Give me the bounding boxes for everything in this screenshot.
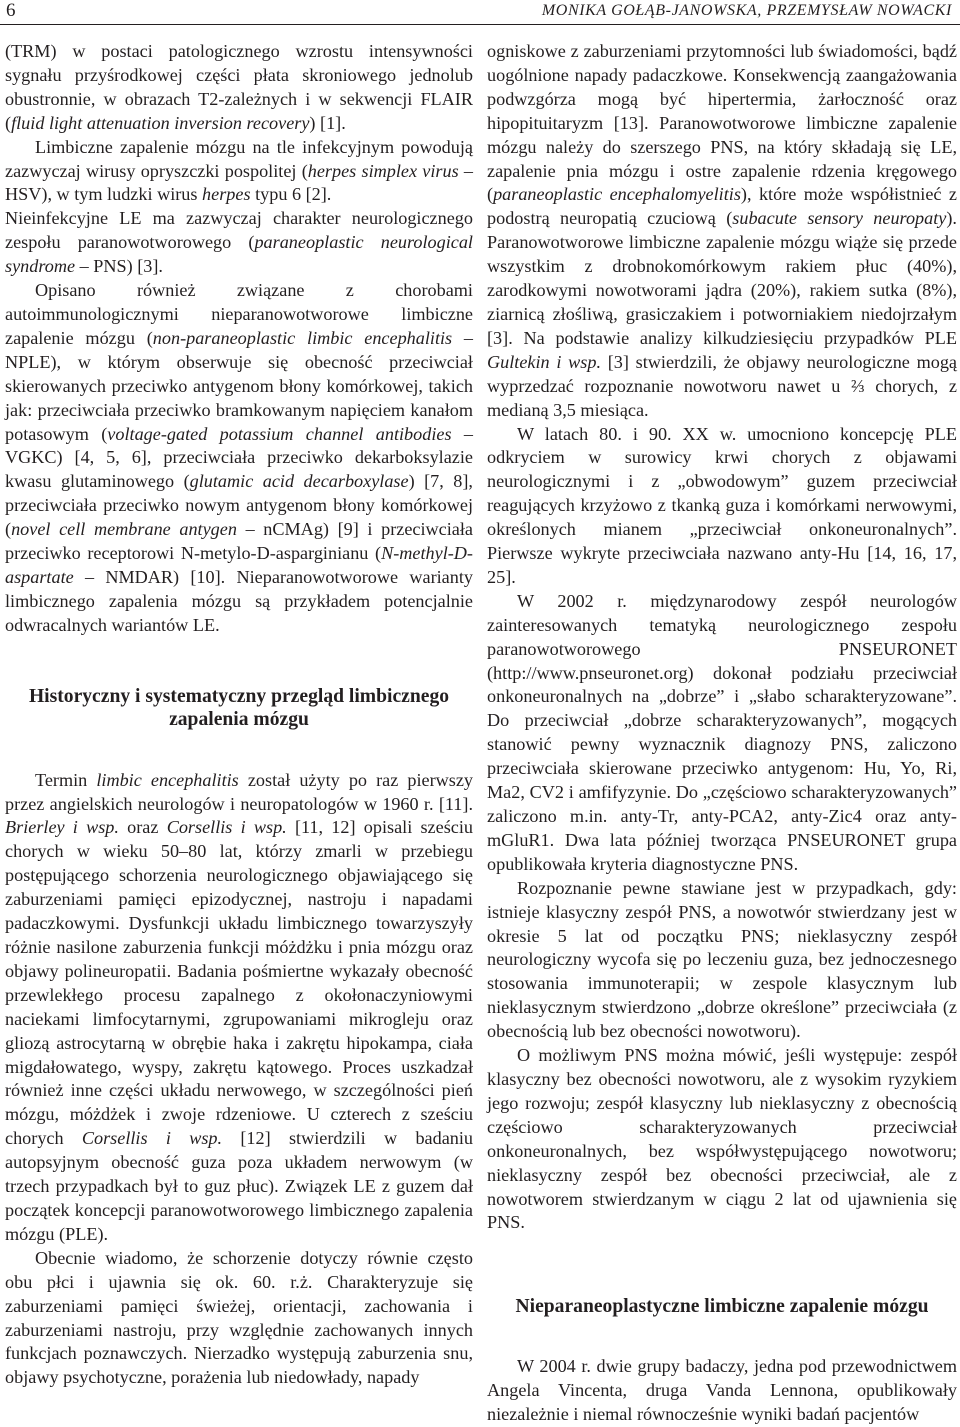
- paragraph: Opisano również związane z chorobami autoimmunologicznymi nieparanowotworowe limbiczne zapalenie mózgu (non-paraneoplastic limbic encephalitis – NPLE), w którym obserwuje się obecność przeciwciał skierowanych przeciwko antygenom błony komórkowej, takich jak: przeciwciała przeciwko bramkowanym napięciem kanałom potasowym (voltage-gated potassium channel antibodies – VGKC) [4, 5, 6], przeciwciała przeciwko dekarboksylazie kwasu glutaminowego (glutamic acid decarboxylase) [7, 8], przeciwciała przeciwko nowym antygenom błony komórkowej (novel cell membrane antygen – nCMAg) [9] i przeciwciała przeciwko receptorowi N-metylo-D-asparginianu (N-methyl-D-aspartate – NMDAR) [10]. Nieparanowotworowe warianty limbicznego zapalenia mózgu są przykładem potencjalnie odwracalnych wariantów LE.: [5, 280, 474, 635]
- paragraph: (TRM) w postaci patologicznego wzrostu intensywności sygnału przyśrodkowej części płata skroniowego jednolub obustronnie, w obrazach T2-zależnych i w sekwencji FLAIR (fluid light attenuation inversion recovery) [1].: [5, 41, 473, 133]
- section-heading: Historyczny i systematyczny przegląd limbicznego zapalenia mózgu: [28, 685, 450, 730]
- italic-term: novel cell membrane antygen: [11, 519, 237, 540]
- paragraph: Rozpoznanie pewne stawiane jest w przypadkach, gdy: istnieje klasyczny zespół PNS, a nowotwór stwierdzany jest w okresie 5 lat od początku PNS; nieklasyczny zespół neurologiczny wycofa się po leczeniu guza, bez jednoczesnego stosowania immunoterapii; w zespole klasycznym lub nieklasycznym stwierdzono „dobrze określone” przeciwciała (z obecnością lub bez obecności nowotworu).: [487, 877, 957, 1042]
- italic-term: herpes: [202, 184, 251, 205]
- paragraph: W latach 80. i 90. XX w. umocniono koncepcję PLE odkryciem w surowicy krwi chorych z objawami neurologicznymi i z „obwodowym” guzem przeciwciał reagujących krzyżowo z tkanką guza i komórkami nerwowymi, określonych mianem „przeciwciał onkoneuronalnych”. Pierwsze wykryte przeciwciała nazwano anty-Hu [14, 16, 17, 25].: [487, 423, 957, 587]
- italic-term: paraneoplastic encephalomyelitis: [493, 184, 741, 205]
- left-column: [5, 40, 473, 1390]
- italic-term: paraneoplastic neurological syndrome: [5, 232, 473, 277]
- section-heading: Nieparaneoplastyczne limbiczne zapalenie mózgu: [515, 1296, 929, 1318]
- paragraph: Nieinfekcyjne LE ma zazwyczaj charakter neurologicznego zespołu paranowotworowego (paraneoplastic neurological syndrome – PNS) [3].: [5, 208, 473, 277]
- paragraph: W 2002 r. międzynarodowy zespół neurologów zainteresowanych tematyką neurologicznego zespołu paranowotworowego PNSEURONET (http://www.pnseuronet.org) dokonał podziału przeciwciał onkoneuronalnych na „dobrze” i „słabo scharakteryzowane”. Do przeciwciał „dobrze scharakteryzowanych”, mogących stanowić pewny wyznacznik diagnozy PNS, zaliczono przeciwciała skierowane przeciwko antygenom: Hu, Yo, Ri, Ma2, CV2 i amfifyzynie. Do „częściowo scharakteryzowanych” zaliczono m.in. anty-Tr, anty-PCA2, anty-Zic4 oraz anty-mGluR1. Dwa lata później tworząca PNSEURONET grupa opublikowała kryteria diagnostyczne PNS.: [487, 590, 957, 874]
- italic-term: Corsellis i wsp.: [81, 1128, 223, 1149]
- right-column: [487, 40, 957, 1427]
- italic-term: Gultekin i wsp.: [487, 351, 601, 372]
- italic-term: Corsellis i wsp.: [166, 817, 287, 838]
- page-header: [0, 0, 960, 26]
- italic-term: voltage-gated potassium channel antibodies: [107, 423, 452, 444]
- italic-term: non-paraneoplastic limbic encephalitis: [152, 327, 453, 348]
- paragraph: W 2004 r. dwie grupy badaczy, jedna pod przewodnictwem Angela Vincenta, druga Vanda Lennona, opublikowały niezależnie i niemal równocześnie wyniki badań pacjentów: [487, 1356, 957, 1425]
- paragraph: O możliwym PNS można mówić, jeśli występuje: zespół klasyczny bez obecności nowotworu, ale z wysokim ryzykiem jego rozwoju; zespół klasyczny lub nieklasyczny z obecnością częściowo scharakteryzowanych przeciwciał onkoneuronalnych, bez współwystępującego nowotworu; nieklasyczny zespół bez obecności przeciwciał, ale z nowotworem stwierdzanym w ciągu 2 lat od ujawnienia się PNS.: [487, 1045, 957, 1233]
- paragraph: Obecnie wiadomo, że schorzenie dotyczy równie często obu płci i ujawnia się ok. 60. r.ż. Charakteryzuje się zaburzeniami pamięci świeżej, orientacji, zachowania i zaburzeniami nastroju, przy względnie zachowanych innych funkcjach poznawczych. Nierzadko występują zaburzenia snu, objawy psychotyczne, porażenia lub niedowłady, napady: [5, 1247, 473, 1388]
- header-rule: [0, 24, 960, 25]
- italic-term: N-methyl-D-aspartate: [5, 543, 473, 587]
- italic-term: limbic encephalitis: [96, 769, 239, 790]
- paragraph: Termin limbic encephalitis został użyty po raz pierwszy przez angielskich neurologów i neuropatologów w 1960 r. [11]. Brierley i wsp. oraz Corsellis i wsp. [11, 12] opisali sześciu chorych w wieku 50–80 lat, którzy zmarli w przebiegu postępującego schorzenia neurologicznego objawiającego się zaburzeniami pamięci epizodycznej, nastroju i napadami padaczkowymi. Dysfunkcji układu limbicznego towarzyszyły różnie nasilone zaburzenia funkcji móżdżku i pnia mózgu oraz objawy polineuropatii. Badania pośmiertne wykazały obecność przewlekłego procesu zapalnego z okołonaczyniowymi naciekami limfocytarnymi, zgrupowaniami mikrogleju oraz gliozą astrocytarną w obrębie haka i zakrętu hipokampa, ciała migdałowatego, wyspy, zakrętu kątowego. Proces uszkadzał również inne części układu nerwowego, w szczególności pień mózgu, móżdżek i zwoje rdzeniowe. U czterech z sześciu chorych Corsellis i wsp. [12] stwierdzili w badaniu autopsyjnym obecność guza poza układem nerwowym (w trzech przypadkach był to guz płuc). Związek LE z guzem dał początek koncepcji paranowotworowego limbicznego zapalenia mózgu (PLE).: [5, 769, 474, 1244]
- paragraph: ogniskowe z zaburzeniami przytomności lub świadomości, bądź uogólnione napady padaczkowe. Konsekwencją zaangażowania podwzgórza mogą być hipertermia, żarłoczność oraz hipopituitaryzm [13]. Paranowotworowe limbiczne zapalenie mózgu należy do szerszego PNS, na który składają się LE, zapalenie pnia mózgu i ostre zapalenie rdzenia kręgowego (paraneoplastic encephalomyelitis), które może współistnieć z podostrą neuropatią czuciową (subacute sensory neuropaty). Paranowotworowe limbiczne zapalenie mózgu wiąże się przede wszystkim z drobnokomórkowym rakiem płuc (40%), zarodkowymi nowotworami jądra (20%), rakiem sutka (8%), ziarnicą złośliwą, grasiczakiem i potworniakiem niedojrzałym [3]. Na podstawie analizy kilkudziesięciu przypadków PLE Gultekin i wsp. [3] stwierdzili, że objawy neurologiczne mogą wyprzedzać rozpoznanie nowotworu nawet u ⅔ chorych, z medianą 3,5 miesiąca.: [487, 41, 958, 420]
- page-number: 6: [6, 0, 16, 21]
- italic-term: fluid light attenuation inversion recovery: [11, 112, 310, 133]
- italic-term: glutamic acid decarboxylase: [189, 471, 409, 492]
- italic-term: herpes simplex virus: [307, 160, 459, 181]
- running-head-authors: MONIKA GOŁĄB-JANOWSKA, PRZEMYSŁAW NOWACKI: [541, 2, 952, 19]
- italic-term: subacute sensory neuropaty: [732, 208, 947, 229]
- paragraph: Limbiczne zapalenie mózgu na tle infekcyjnym powodują zazwyczaj wirusy opryszczki pospolitej (herpes simplex virus – HSV), w tym ludzki wirus herpes typu 6 [2].: [5, 136, 474, 205]
- italic-term: Brierley i wsp.: [5, 817, 119, 838]
